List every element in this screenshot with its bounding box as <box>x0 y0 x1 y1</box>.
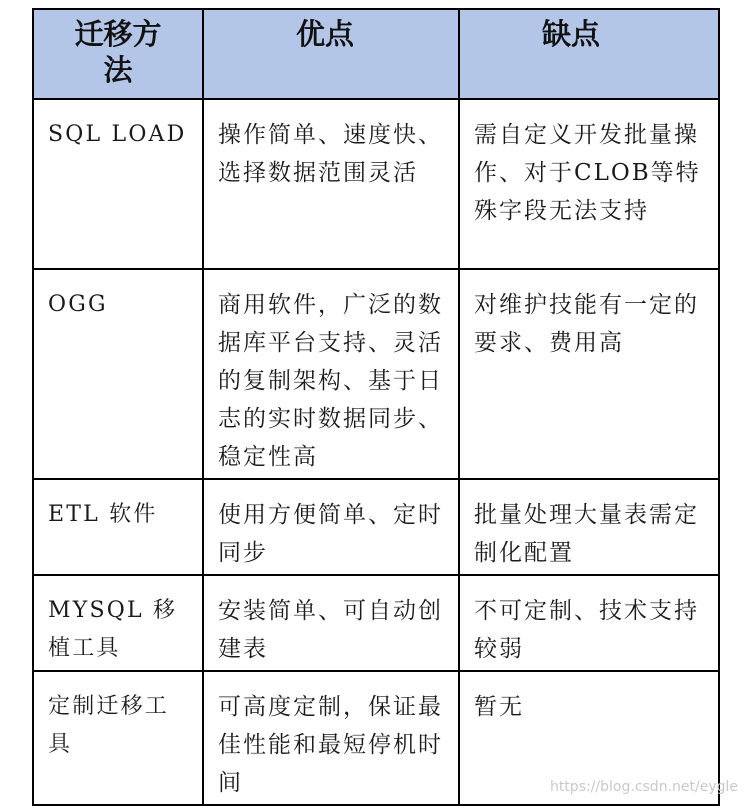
header-method: 迁移方法 <box>33 9 203 99</box>
cell-cons: 批量处理大量表需定制化配置 <box>459 479 719 575</box>
table-row <box>33 479 719 575</box>
cell-pros: 操作简单、速度快、选择数据范围灵活 <box>203 99 459 269</box>
cell-pros: 可高度定制，保证最佳性能和最短停机时间 <box>203 671 459 805</box>
table-row <box>33 269 719 479</box>
header-pros: 优点 <box>203 9 459 99</box>
cell-method: ETL 软件 <box>33 479 203 575</box>
header-row <box>33 9 719 99</box>
table-row <box>33 575 719 671</box>
cell-pros: 使用方便简单、定时同步 <box>203 479 459 575</box>
comparison-table <box>32 8 720 806</box>
cell-method: SQL LOAD <box>33 99 203 269</box>
cell-pros: 商用软件，广泛的数据库平台支持、灵活的复制架构、基于日志的实时数据同步、稳定性高 <box>203 269 459 479</box>
cell-method: OGG <box>33 269 203 479</box>
table-row <box>33 99 719 269</box>
header-cons: 缺点 <box>459 9 719 99</box>
cell-cons: 不可定制、技术支持较弱 <box>459 575 719 671</box>
cell-cons: 暂无 <box>459 671 719 805</box>
watermark: https://blog.csdn.net/eygle <box>549 779 738 795</box>
cell-pros: 安装简单、可自动创建表 <box>203 575 459 671</box>
cell-cons: 对维护技能有一定的要求、费用高 <box>459 269 719 479</box>
cell-method: 定制迁移工具 <box>33 671 203 805</box>
cell-method: MYSQL 移植工具 <box>33 575 203 671</box>
cell-cons: 需自定义开发批量操作、对于CLOB等特殊字段无法支持 <box>459 99 719 269</box>
